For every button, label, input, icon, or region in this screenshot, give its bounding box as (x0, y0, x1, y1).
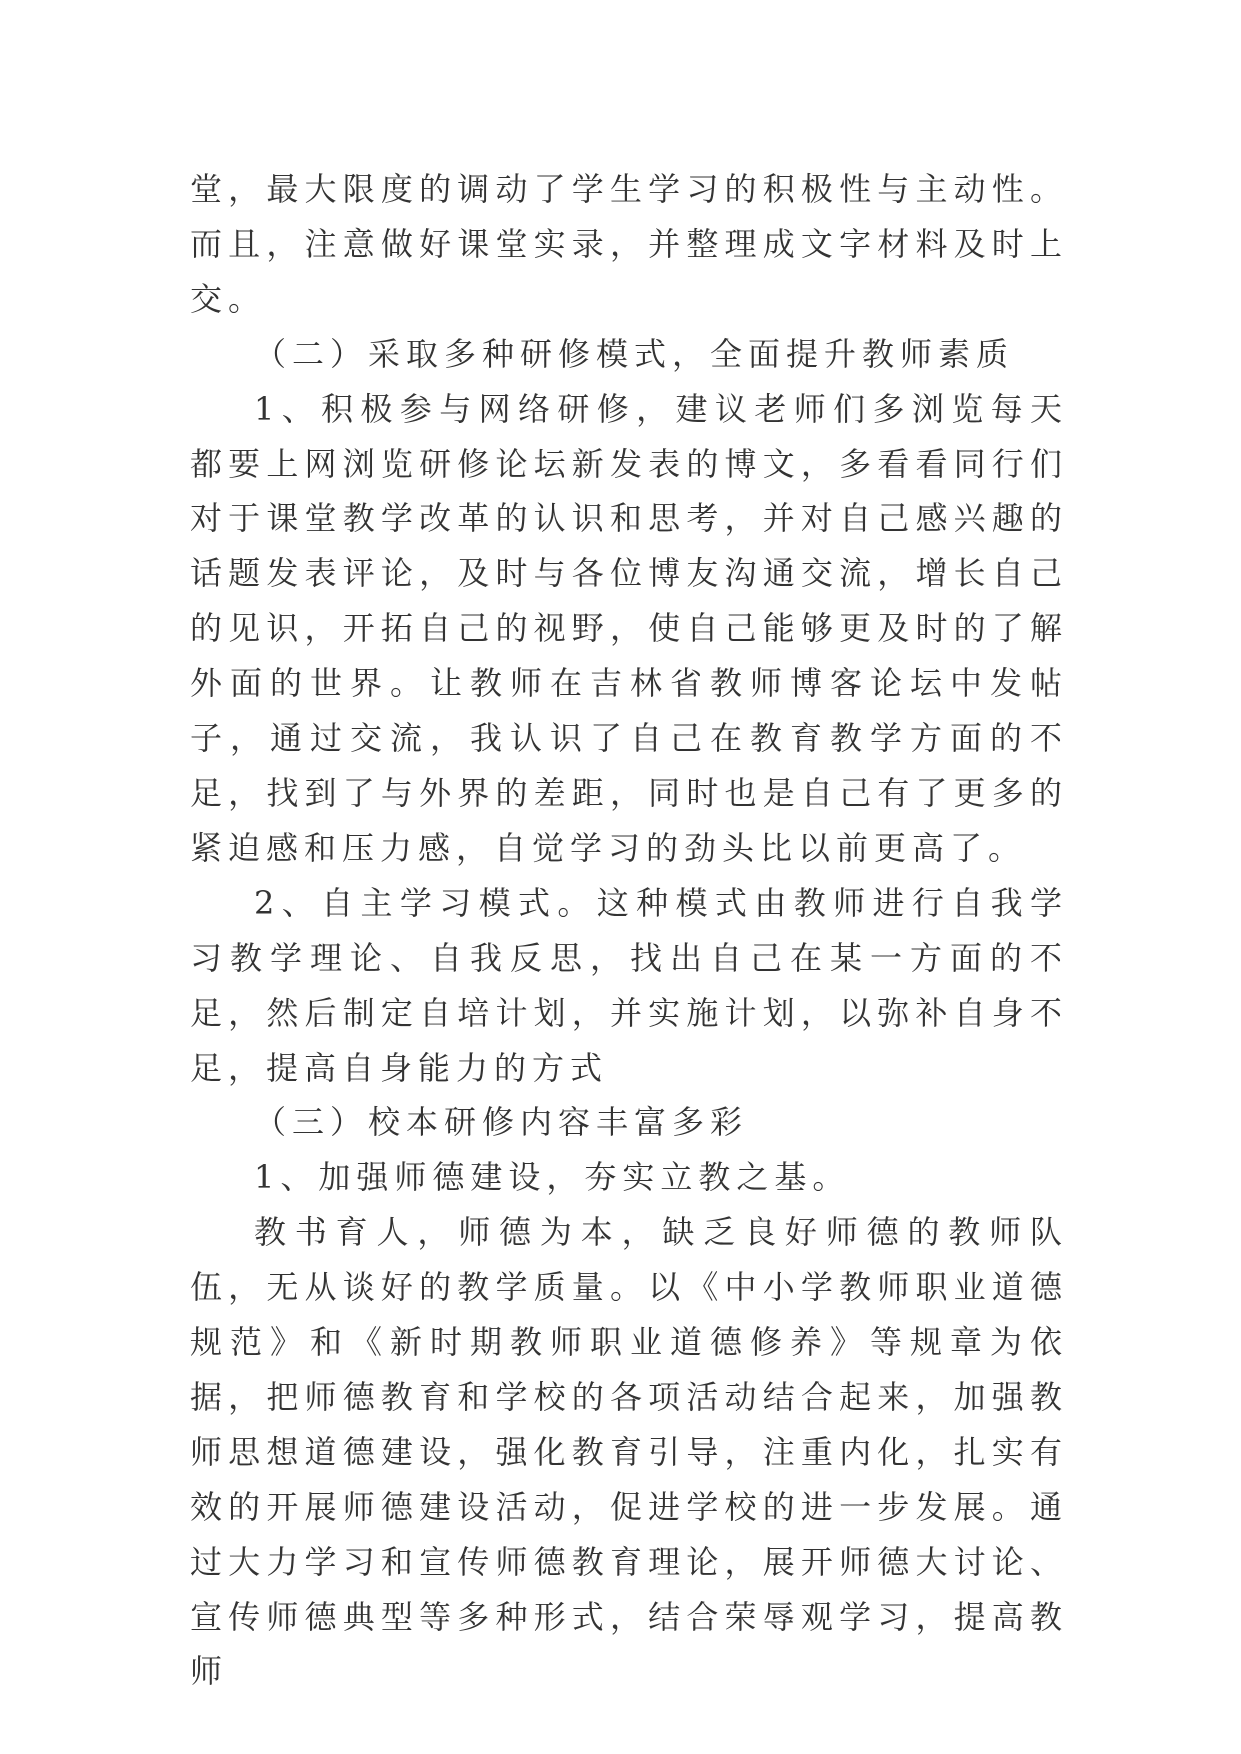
paragraph-continuation: 堂，最大限度的调动了学生学习的积极性与主动性。而且，注意做好课堂实录，并整理成文字材料及时上交。 (190, 170, 1068, 318)
subheading-ethics: 1、加强师德建设，夯实立教之基。 (254, 1158, 851, 1197)
paragraph-ethics: 教书育人，师德为本，缺乏良好师德的教师队伍，无从谈好的教学质量。以《中小学教师职业道德规范》和《新时期教师职业道德修养》等规章为依据，把师德教育和学校的各项活动结合起来，加强教师思想道德建设，强化教育引导，注重内化，扎实有效的开展师德建设活动，促进学校的进一步发展。通过大力学习和宣传师德教育理论，展开师德大讨论、宣传师德典型等多种形式，结合荣辱观学习，提高教师 (190, 1213, 1068, 1691)
paragraph-self-study: 2、自主学习模式。这种模式由教师进行自我学习教学理论、自我反思，找出自己在某一方面的不足，然后制定自培计划，并实施计划，以弥补自身不足，提高自身能力的方式 (190, 883, 1068, 1087)
section-heading-2: （二）采取多种研修模式，全面提升教师素质 (254, 334, 1015, 373)
document-body (190, 162, 1068, 1699)
section-heading-3: （三）校本研修内容丰富多彩 (254, 1103, 749, 1142)
paragraph-network-study: 1、积极参与网络研修，建议老师们多浏览每天都要上网浏览研修论坛新发表的博文，多看看同行们对于课堂教学改革的认识和思考，并对自己感兴趣的话题发表评论，及时与各位博友沟通交流，增长自己的见识，开拓自己的视野，使自己能够更及时的了解外面的世界。让教师在吉林省教师博客论坛中发帖子，通过交流，我认识了自己在教育教学方面的不足，找到了与外界的差距，同时也是自己有了更多的紧迫感和压力感，自觉学习的劲头比以前更高了。 (190, 389, 1068, 867)
